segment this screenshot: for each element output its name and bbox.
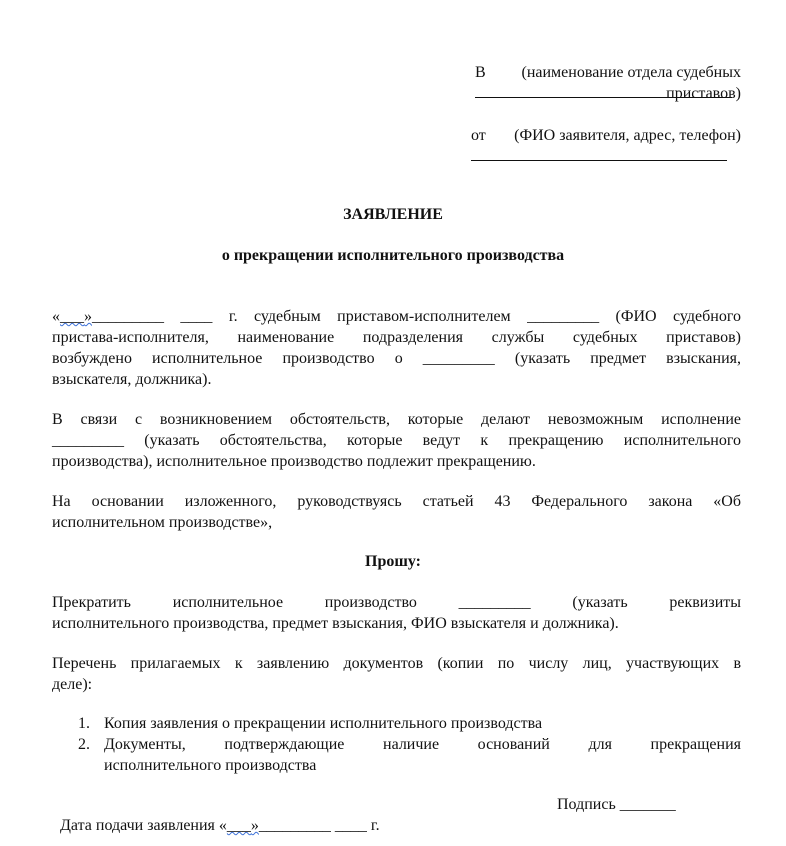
list-item-2-line2: исполнительного производства bbox=[104, 757, 317, 774]
to-prefix: В bbox=[475, 64, 486, 81]
to-hint-line1: (наименование отдела судебных bbox=[521, 64, 741, 81]
request-line2: исполнительного производства, предмет взыскания, ФИО взыскателя и должника). bbox=[52, 615, 619, 632]
p1-line3: возбуждено исполнительное производство о _________ (указать предмет взыскания, bbox=[52, 350, 741, 367]
p3-line1: На основании изложенного, руководствуясь статьей 43 Федерального закона «Об bbox=[52, 493, 741, 510]
p3-line2: исполнительном производстве», bbox=[52, 514, 273, 531]
list-item-2-line1: Документы, подтверждающие наличие оснований для прекращения bbox=[104, 736, 741, 753]
date-day-blank: ___ bbox=[226, 817, 251, 834]
quote-close: » bbox=[84, 308, 92, 325]
from-blank bbox=[471, 146, 727, 161]
list-item-2-number: 2. bbox=[78, 736, 90, 753]
request-heading: Прошу: bbox=[365, 553, 421, 570]
p2-line2: _________ (указать обстоятельства, которые ведут к прекращению исполнительного bbox=[52, 432, 741, 449]
attachments-intro-line2: деле): bbox=[52, 676, 93, 693]
p1-line1-text: _________ ____ г. судебным приставом-исполнителем _________ (ФИО судебного bbox=[92, 308, 741, 325]
to-hint-line2: приставов) bbox=[666, 85, 741, 102]
p1-line1 bbox=[52, 306, 741, 327]
request-line1: Прекратить исполнительное производство _________ (указать реквизиты bbox=[52, 594, 741, 611]
list-item-1-number: 1. bbox=[78, 715, 90, 732]
p2-line1: В связи с возникновением обстоятельств, которые делают невозможным исполнение bbox=[52, 411, 741, 428]
day-blank: ___ bbox=[60, 308, 84, 325]
date-rest: _________ ____ г. bbox=[258, 817, 380, 834]
date-line bbox=[52, 794, 380, 836]
document-title: ЗАЯВЛЕНИЕ bbox=[343, 206, 443, 223]
quote-open: « bbox=[52, 308, 60, 325]
date-quote-open: « bbox=[218, 817, 227, 834]
date-label: Дата подачи заявления bbox=[60, 817, 215, 834]
p2-line3: производства), исполнительное производство подлежит прекращению. bbox=[52, 453, 536, 470]
from-hint: (ФИО заявителя, адрес, телефон) bbox=[514, 127, 741, 144]
list-item-1-text: Копия заявления о прекращении исполнительного производства bbox=[104, 715, 543, 732]
date-quote-close: » bbox=[250, 817, 259, 834]
p1-line4: взыскателя, должника). bbox=[52, 371, 212, 388]
signature-line: Подпись _______ bbox=[557, 796, 676, 813]
attachments-intro-line1: Перечень прилагаемых к заявлению документов (копии по числу лиц, участвующих в bbox=[52, 655, 741, 672]
p1-line2: пристава-исполнителя, наименование подразделения службы судебных приставов) bbox=[52, 329, 741, 346]
from-prefix: от bbox=[471, 127, 486, 144]
document-subtitle: о прекращении исполнительного производства bbox=[221, 247, 565, 264]
